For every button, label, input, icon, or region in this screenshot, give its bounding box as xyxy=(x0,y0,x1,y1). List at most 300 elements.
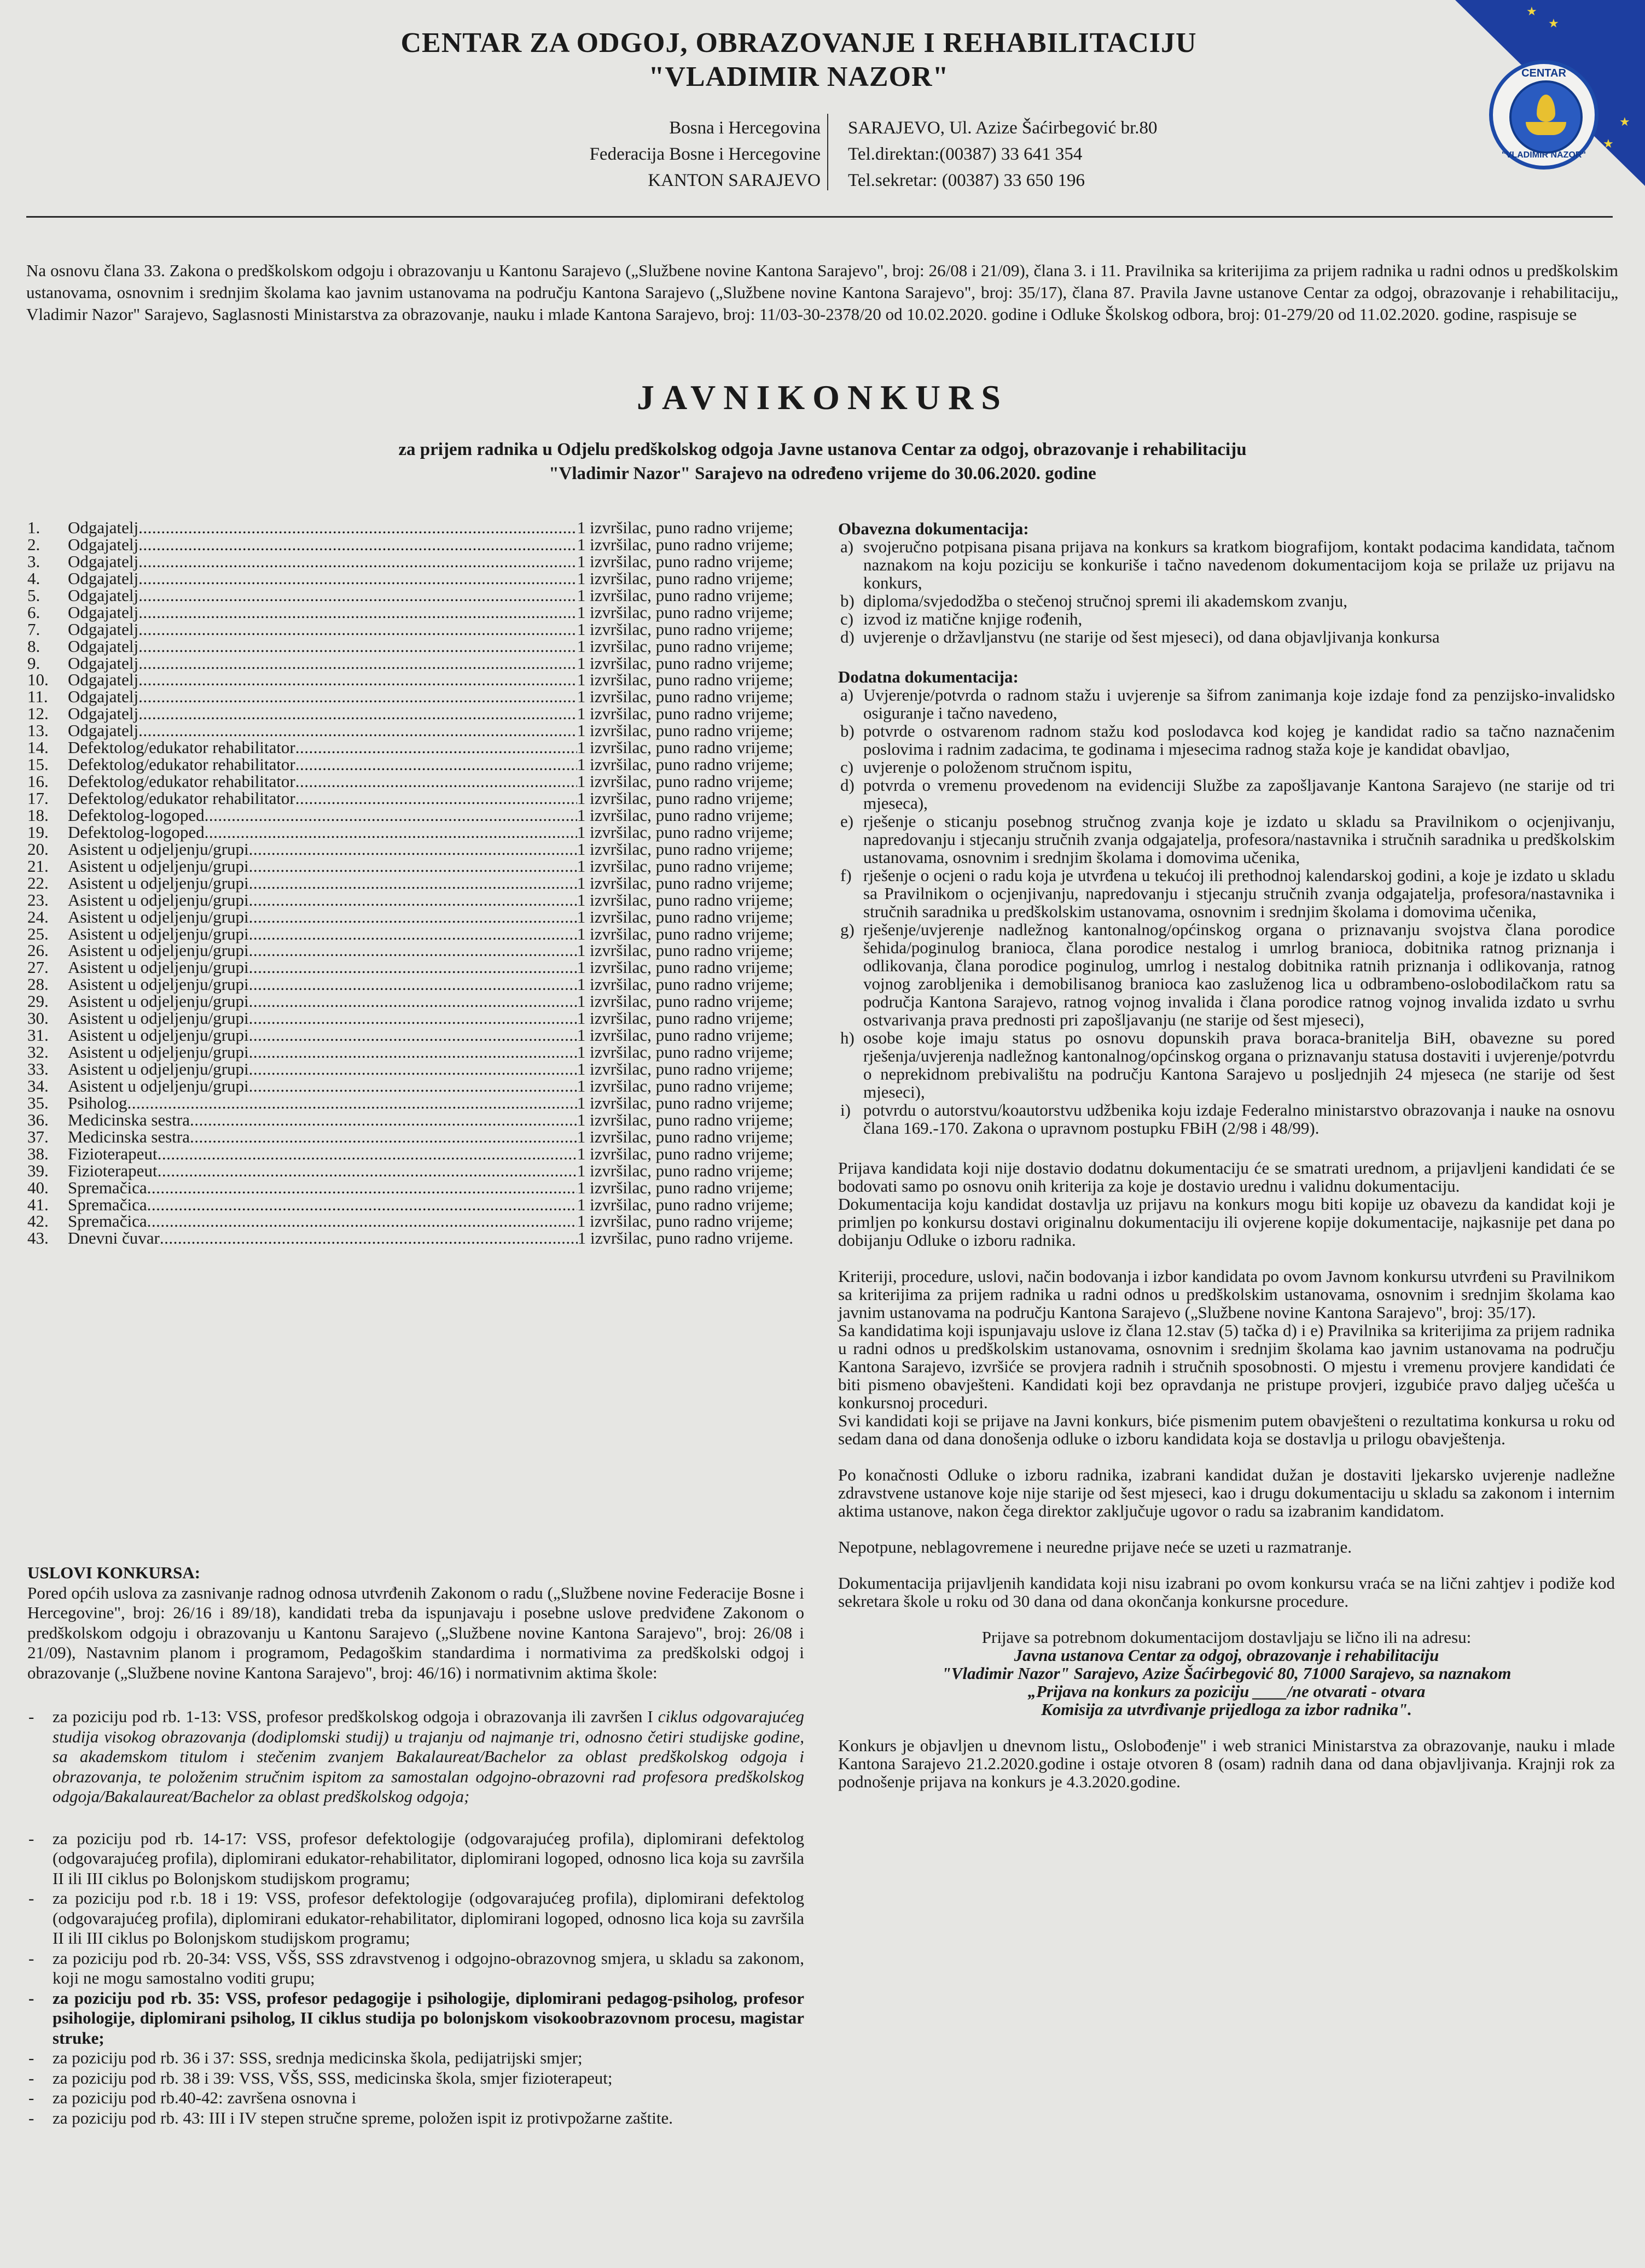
position-row xyxy=(27,807,793,824)
item-text: potvrdu o autorstvu/koautorstvu udžbenika koju izdaje Federalno ministarstvo obrazovanja i nauke na osnovu člana 169.-170. Zakona o upravnom postupku FBiH (2/98 i 48/99). xyxy=(863,1100,1615,1138)
position-title: Defektolog/edukator rehabilitator xyxy=(68,772,295,791)
item-letter: i) xyxy=(840,1100,851,1120)
position-terms: 1 izvršilac, puno radno vrijeme; xyxy=(577,839,793,859)
position-number: 42. xyxy=(27,1211,49,1231)
position-number: 43. xyxy=(27,1228,49,1248)
item-text: diploma/svjedodžba o stečenoj stručnoj spremi ili akademskom zvanju, xyxy=(863,591,1348,610)
dot-leader xyxy=(158,1163,577,1180)
position-number: 11. xyxy=(27,687,48,707)
position-number: 16. xyxy=(27,772,49,791)
position-number: 33. xyxy=(27,1059,49,1078)
position-row xyxy=(27,1163,793,1180)
star-icon: ★ xyxy=(1548,16,1559,30)
position-number: 8. xyxy=(27,636,40,656)
item-text: osobe koje imaju status po osnovu dopunskih prava boraca-branitelja BiH, obavezne su pored rješenja/uvjerenja nadležnog kantonalnog/općinskog organa o priznavanju statusa dostaviti i uvjerenje/potvrdu o neprekidnom prebivalištu na području Kantona Sarajevo u posljednjih 24 mjeseca (ne starije od šest mjeseci), xyxy=(863,1028,1615,1101)
address-line-3: „Prijava na konkurs za poziciju ____/ne otvarati - otvara xyxy=(1027,1682,1426,1701)
position-row xyxy=(27,993,793,1010)
dot-leader xyxy=(160,1230,578,1247)
position-terms: 1 izvršilac, puno radno vrijeme; xyxy=(577,534,793,554)
phone-secretary-line: Tel.sekretar: (00387) 33 650 196 xyxy=(848,171,1085,190)
document-item xyxy=(838,1101,1615,1137)
position-row xyxy=(27,604,793,621)
item-text: rješenje/uvjerenje nadležnog kantonalnog/općinskog organa o priznavanju svojstva člana porodice šehida/poginulog branioca, člana porodice nestalog i umrlog branioca, dobitnika ratnog priznanja i odlikovanja, člana porodice poginulog, umrlog i nestalog dobitnika ratnih priznanja i odlikovanja, ratnog vojnog zarobljenika i demobilisanog branioca kao zasluženog lica u odbrambeno-oslobodilačkom ratu sa područja Kantona Sarajevo, ratnog vojnog invalida i člana porodice ratnog vojnog invalida izdato u svrhu ostvarivanja prava prednosti pri zapošljavanju (ne starije od šest mjeseci), xyxy=(863,920,1615,1029)
institution-title-line1: CENTAR ZA ODGOJ, OBRAZOVANJE I REHABILITACIJU xyxy=(400,27,1197,59)
announcement-subtitle-line1: za prijem radnika u Odjelu predškolskog odgoja Javne ustanova Centar za odgoj, obrazovanje i rehabilitaciju xyxy=(398,440,1247,459)
star-icon: ★ xyxy=(1619,115,1630,129)
position-terms: 1 izvršilac, puno radno vrijeme; xyxy=(577,907,793,926)
position-number: 2. xyxy=(27,534,40,554)
position-row xyxy=(27,824,793,841)
position-row xyxy=(27,1095,793,1112)
position-title: Asistent u odjeljenju/grupi xyxy=(68,1025,249,1045)
position-number: 20. xyxy=(27,839,49,859)
position-title: Defektolog/edukator rehabilitator xyxy=(68,738,295,757)
logo-emblem-icon xyxy=(1509,80,1583,154)
position-row xyxy=(27,959,793,976)
dot-leader xyxy=(147,1213,577,1230)
announcement-subtitle xyxy=(0,438,1645,486)
address-line-4: Komisija za utvrđivanje prijedloga za izbor radnika". xyxy=(1041,1700,1412,1719)
condition-text: za poziciju pod r.b. 18 i 19: VSS, profesor defektologije (odgovarajućeg profila), diplomirani defektolog (odgovarajućeg profila), diplomirani edukator-rehabilitator, diplomirani logoped, odnosno lica koja su završila II ili III ciklus po Bolonjskom studijskom programu; xyxy=(53,1888,804,1948)
position-number: 18. xyxy=(27,805,49,825)
institution-title xyxy=(284,26,1313,94)
condition-text-italic: ciklus odgovarajućeg studija visokog obrazovanja (dodiplomski studij) u trajanju od najmanje tri, odnosno četiri studijske godine, sa akademskom titulom i stečenim zvanjem Bakalaureat/Bachelor za oblast predškolskog odgoja i obrazovanja, te položenim stručnim ispitom za samostalan odgojno-obrazovni rad profesora predškolskog odgoja/Bakalaureat/Bachelor za oblast predškolskog odgoja; xyxy=(53,1707,804,1806)
position-number: 25. xyxy=(27,924,49,943)
position-terms: 1 izvršilac, puno radno vrijeme; xyxy=(577,1144,793,1163)
position-row xyxy=(27,520,793,537)
position-row xyxy=(27,926,793,943)
position-terms: 1 izvršilac, puno radno vrijeme; xyxy=(577,1127,793,1146)
position-number: 9. xyxy=(27,653,40,673)
dot-leader xyxy=(249,993,577,1010)
dot-leader xyxy=(249,909,577,926)
dot-leader xyxy=(147,1197,577,1214)
item-text: potvrda o vremenu provedenom na evidenciji Službe za zapošljavanje Kantona Sarajevo (ne starije od tri mjeseca), xyxy=(863,776,1615,813)
position-number: 12. xyxy=(27,704,49,724)
position-terms: 1 izvršilac, puno radno vrijeme; xyxy=(577,1211,793,1231)
position-number: 17. xyxy=(27,789,49,808)
position-terms: 1 izvršilac, puno radno vrijeme; xyxy=(577,1025,793,1045)
condition-text: za poziciju pod rb. 43: III i IV stepen stručne spreme, položen ispit iz protivpožarne zaštite. xyxy=(53,2108,673,2127)
position-row xyxy=(27,756,793,773)
document-item xyxy=(838,1029,1615,1101)
position-number: 4. xyxy=(27,568,40,588)
letterhead-divider xyxy=(827,114,828,190)
header-rule xyxy=(26,216,1613,218)
position-terms: 1 izvršilac, puno radno vrijeme; xyxy=(577,1008,793,1028)
position-title: Odgajatelj xyxy=(68,518,139,537)
position-number: 39. xyxy=(27,1161,49,1180)
position-terms: 1 izvršilac, puno radno vrijeme; xyxy=(577,1093,793,1112)
position-number: 10. xyxy=(27,670,49,690)
dot-leader xyxy=(138,706,577,722)
dot-leader xyxy=(249,1061,577,1078)
position-terms: 1 izvršilac, puno radno vrijeme; xyxy=(577,992,793,1011)
dot-leader xyxy=(249,841,577,858)
position-row xyxy=(27,638,793,655)
position-title: Asistent u odjeljenju/grupi xyxy=(68,890,249,909)
position-terms: 1 izvršilac, puno radno vrijeme; xyxy=(577,890,793,909)
position-number: 7. xyxy=(27,619,40,639)
additional-docs-heading: Dodatna dokumentacija: xyxy=(838,667,1019,686)
institution-logo xyxy=(1489,60,1599,170)
condition-item: - za poziciju pod rb. 14-17: VSS, profesor defektologije (odgovarajućeg profila), diplomirani defektolog (odgovarajućeg profila), diplomirani edukator-rehabilitator, diplomirani logoped, odnosno lica koja su završila II ili III ciklus po Bolonjskom studijskom programu; xyxy=(28,1828,804,1888)
position-row xyxy=(27,587,793,604)
dot-leader xyxy=(249,892,577,909)
position-row xyxy=(27,739,793,756)
item-text: svojeručno potpisana pisana prijava na konkurs sa kratkom biografijom, kontakt podacima kandidata, tačnom naznakom na koju poziciju se konkuriše i tačno navedenom dokumentacijom koja se prilaže uz prijavu na konkurs, xyxy=(863,537,1615,592)
position-row xyxy=(27,858,793,875)
position-row xyxy=(27,1213,793,1230)
position-row xyxy=(27,553,793,570)
position-number: 3. xyxy=(27,551,40,571)
dot-leader xyxy=(138,553,577,570)
item-letter: d) xyxy=(840,627,855,646)
position-title: Odgajatelj xyxy=(68,687,139,707)
position-title: Psiholog xyxy=(68,1093,127,1112)
dot-leader xyxy=(295,773,577,790)
position-number: 32. xyxy=(27,1042,49,1062)
paragraph-incomplete-docs: Prijava kandidata koji nije dostavio dodatnu dokumentaciju će se smatrati urednom, a prijavljeni kandidati će se bodovati samo po osnovu onih kriterija za koje je dostavio urednu i validnu dokumentaciju. xyxy=(838,1158,1615,1196)
position-title: Asistent u odjeljenju/grupi xyxy=(68,941,249,960)
position-number: 34. xyxy=(27,1076,49,1095)
position-row xyxy=(27,892,793,909)
dot-leader xyxy=(138,520,577,537)
country-line: Bosna i Hercegovina xyxy=(669,118,821,138)
position-number: 31. xyxy=(27,1025,49,1045)
documentation-column xyxy=(838,520,1615,1791)
position-number: 5. xyxy=(27,585,40,605)
position-title: Defektolog-logoped xyxy=(68,822,205,842)
paragraph-submission: Prijave sa potrebnom dokumentacijom dostavljaju se lično ili na adresu: xyxy=(981,1628,1472,1647)
position-title: Asistent u odjeljenju/grupi xyxy=(68,1076,249,1095)
item-text: rješenje o ocjeni o radu koja je utvrđena u tekućoj ili prethodnoj kalendarskoj godini, a koje je izdato u skladu sa Pravilnikom o ocjenjivanju, napredovanju i stjecanju stručnih zvanja odgajatelja, profesora/nastavnika i stručnih saradnika u predškolskim ustanovama, osnovnim i srednjim školama i domovima učenika, xyxy=(863,866,1615,921)
position-row xyxy=(27,722,793,739)
position-terms: 1 izvršilac, puno radno vrijeme; xyxy=(577,958,793,977)
bowl-icon xyxy=(1526,122,1566,135)
position-title: Asistent u odjeljenju/grupi xyxy=(68,958,249,977)
position-terms: 1 izvršilac, puno radno vrijeme; xyxy=(577,721,793,741)
item-letter: f) xyxy=(840,866,852,885)
conditions-section xyxy=(27,1563,804,2128)
letterhead-left xyxy=(438,115,821,194)
dot-leader xyxy=(138,604,577,621)
position-row xyxy=(27,1112,793,1129)
position-title: Asistent u odjeljenju/grupi xyxy=(68,856,249,876)
address-line: SARAJEVO, Ul. Azize Šaćirbegović br.80 xyxy=(848,118,1158,138)
position-terms: 1 izvršilac, puno radno vrijeme; xyxy=(577,856,793,876)
position-number: 27. xyxy=(27,958,49,977)
dot-leader xyxy=(249,1078,577,1095)
position-terms: 1 izvršilac, puno radno vrijeme; xyxy=(577,518,793,537)
position-number: 26. xyxy=(27,941,49,960)
mandatory-docs-list xyxy=(838,538,1615,646)
position-row xyxy=(27,790,793,807)
dot-leader xyxy=(190,1129,577,1146)
item-text: Uvjerenje/potvrda o radnom stažu i uvjerenje sa šifrom zanimanja koje izdaje fond za penzijsko-invalidsko osiguranje i tačno navedeno, xyxy=(863,685,1615,722)
position-row xyxy=(27,909,793,926)
item-letter: e) xyxy=(840,812,854,831)
condition-text: za poziciju pod rb.40-42: završena osnovna i xyxy=(53,2088,357,2107)
position-terms: 1 izvršilac, puno radno vrijeme; xyxy=(577,975,793,994)
condition-text: za poziciju pod rb. 14-17: VSS, profesor defektologije (odgovarajućeg profila), diplomirani defektolog (odgovarajućeg profila), diplomirani edukator-rehabilitator, diplomirani logoped, odnosno lica koja su završila II ili III ciklus po Bolonjskom studijskom programu; xyxy=(53,1828,804,1888)
position-title: Asistent u odjeljenju/grupi xyxy=(68,873,249,893)
position-number: 1. xyxy=(27,518,40,537)
dot-leader xyxy=(249,1010,577,1027)
position-row xyxy=(27,1027,793,1044)
condition-item: - za poziciju pod rb. 1-13: VSS, profesor predškolskog odgoja i obrazovanja ili završen I ciklus odgovarajućeg studija visokog obrazovanja (dodiplomski studij) u trajanju od najmanje tri, odnosno četiri studijske godine, sa akademskom titulom i stečenim zvanjem Bakalaureat/Bachelor za oblast predškolskog odgoja i obrazovanja, te položenim stručnim ispitom za samostalan odgojno-obrazovni rad profesora predškolskog odgoja/Bakalaureat/Bachelor za oblast predškolskog odgoja; xyxy=(28,1707,804,1806)
position-terms: 1 izvršilac, puno radno vrijeme; xyxy=(577,551,793,571)
position-number: 37. xyxy=(27,1127,49,1146)
letterhead-right xyxy=(848,115,1340,194)
position-number: 40. xyxy=(27,1177,49,1197)
position-title: Asistent u odjeljenju/grupi xyxy=(68,1059,249,1078)
document-item xyxy=(838,592,1615,610)
position-terms: 1 izvršilac, puno radno vrijeme; xyxy=(577,568,793,588)
position-row xyxy=(27,1129,793,1146)
document-item xyxy=(838,610,1615,628)
institution-title-line2: "VLADIMIR NAZOR" xyxy=(648,61,949,92)
flame-icon xyxy=(1537,95,1555,122)
position-terms: 1 izvršilac, puno radno vrijeme; xyxy=(577,653,793,673)
position-row xyxy=(27,1061,793,1078)
document-item xyxy=(838,758,1615,776)
position-title: Spremačica xyxy=(68,1211,147,1231)
position-title: Odgajatelj xyxy=(68,585,139,605)
paragraph-criteria: Kriteriji, procedure, uslovi, način bodovanja i izbor kandidata po ovom Javnom konkursu utvrđeni su Pravilnikom sa kriterijima za prijem radnika u radni odnos u predškolskim ustanovama, osnovnim i srednjim školama kao javnim ustanovama na području Kantona Sarajevo („Službene novine Kantona Sarajevo", broj: 35/17). xyxy=(838,1267,1615,1322)
position-number: 29. xyxy=(27,992,49,1011)
position-title: Odgajatelj xyxy=(68,636,139,656)
paragraph-publication: Konkurs je objavljen u dnevnom listu„ Oslobođenje" i web stranici Ministarstva za obrazovanje, nauku i mlade Kantona Sarajevo 21.2.2020.godine i ostaje otvoren 8 (osam) radnih dana od dana objavljivanja. Krajnji rok za podnošenje prijava na konkurs je 4.3.2020.godine. xyxy=(838,1736,1615,1791)
position-title: Asistent u odjeljenju/grupi xyxy=(68,975,249,994)
position-number: 14. xyxy=(27,738,49,757)
dot-leader xyxy=(249,1044,577,1061)
position-number: 38. xyxy=(27,1144,49,1163)
condition-text: za poziciju pod rb. 38 i 39: VSS, VŠS, SSS, medicinska škola, smjer fizioterapeut; xyxy=(53,2068,613,2088)
dot-leader xyxy=(295,756,577,773)
position-number: 24. xyxy=(27,907,49,926)
position-terms: 1 izvršilac, puno radno vrijeme; xyxy=(577,585,793,605)
paragraph-incomplete-applications: Nepotpune, neblagovremene i neuredne prijave neće se uzeti u razmatranje. xyxy=(838,1537,1352,1556)
additional-docs-list xyxy=(838,686,1615,1137)
position-title: Asistent u odjeljenju/grupi xyxy=(68,907,249,926)
position-terms: 1 izvršilac, puno radno vrijeme; xyxy=(577,805,793,825)
position-row xyxy=(27,841,793,858)
position-terms: 1 izvršilac, puno radno vrijeme; xyxy=(577,789,793,808)
position-number: 21. xyxy=(27,856,49,876)
position-terms: 1 izvršilac, puno radno vrijeme; xyxy=(577,924,793,943)
paragraph-return-docs: Dokumentacija prijavljenih kandidata koji nisu izabrani po ovom konkursu vraća se na lični zahtjev i podiže kod sekretara škole u roku od 30 dana od dana okončanja konkursne procedure. xyxy=(838,1573,1615,1611)
position-title: Odgajatelj xyxy=(68,670,139,690)
position-number: 30. xyxy=(27,1008,49,1028)
star-icon: ★ xyxy=(1526,4,1537,18)
dot-leader xyxy=(249,875,577,892)
position-title: Spremačica xyxy=(68,1194,147,1214)
dot-leader xyxy=(249,942,577,959)
dot-leader xyxy=(249,1027,577,1044)
document-item xyxy=(838,538,1615,592)
position-terms: 1 izvršilac, puno radno vrijeme. xyxy=(577,1228,793,1248)
item-letter: d) xyxy=(840,776,855,795)
dot-leader xyxy=(249,976,577,993)
condition-item: - za poziciju pod r.b. 18 i 19: VSS, profesor defektologije (odgovarajućeg profila), diplomirani defektolog (odgovarajućeg profila), diplomirani edukator-rehabilitator, diplomirani logoped, odnosno lica koja su završila II ili III ciklus po Bolonjskom studijskom programu; xyxy=(28,1888,804,1948)
positions-list xyxy=(27,520,793,1247)
item-text: potvrde o ostvarenom radnom stažu kod poslodavca kod kojeg je kandidat radio sa tačno naznačenim poslovima i radnim zadacima, te godinama i mjesecima radnog staža koje je kandidat obavljao, xyxy=(863,721,1615,759)
position-terms: 1 izvršilac, puno radno vrijeme; xyxy=(577,704,793,724)
dot-leader xyxy=(190,1112,577,1129)
position-terms: 1 izvršilac, puno radno vrijeme; xyxy=(577,1194,793,1214)
position-row xyxy=(27,672,793,689)
canton-line: KANTON SARAJEVO xyxy=(648,171,821,190)
dot-leader xyxy=(138,537,577,553)
dot-leader xyxy=(295,739,577,756)
position-title: Odgajatelj xyxy=(68,551,139,571)
paragraph-notification: Svi kandidati koji se prijave na Javni konkurs, biće pismenim putem obavješteni o rezultatima konkursa u roku od sedam dana od dana donošenja odluke o izboru kandidata koja se dostavlja u prilogu obavještenja. xyxy=(838,1411,1615,1448)
paragraph-medical: Po konačnosti Odluke o izboru radnika, izabrani kandidat dužan je dostaviti ljekarsko uvjerenje nadležne zdravstvene ustanove koje nije starije od šest mjeseci, kao i drugu dokumentaciju u skladu sa zakonom i internim aktima ustanove, nakon čega direktor zaključuje ugovor o radu sa izabranim kandidatom. xyxy=(838,1465,1615,1520)
position-number: 36. xyxy=(27,1110,49,1129)
dot-leader xyxy=(205,824,577,841)
letterhead xyxy=(0,0,1645,219)
dot-leader xyxy=(249,926,577,943)
position-terms: 1 izvršilac, puno radno vrijeme; xyxy=(577,738,793,757)
item-text: rješenje o sticanju posebnog stručnog zvanja koje je izdato u skladu sa Pravilnikom o ocjenjivanju, napredovanju i stjecanju stručnih zvanja odgajatelja, profesora/nastavnika i stručnih saradnika u predškolskim ustanovama, osnovnim i srednjim školama i domovima učenika, xyxy=(863,812,1615,867)
position-row xyxy=(27,1044,793,1061)
position-row xyxy=(27,1146,793,1163)
dot-leader xyxy=(147,1180,577,1197)
position-number: 28. xyxy=(27,975,49,994)
dot-leader xyxy=(249,858,577,875)
condition-item: - za poziciju pod rb. 36 i 37: SSS, srednja medicinska škola, pedijatrijski smjer; xyxy=(28,2048,583,2067)
item-letter: h) xyxy=(840,1028,855,1047)
position-number: 35. xyxy=(27,1093,49,1112)
position-row xyxy=(27,570,793,587)
position-title: Odgajatelj xyxy=(68,653,139,673)
address-line-1: Javna ustanova Centar za odgoj, obrazovanje i rehabilitaciju xyxy=(1014,1646,1439,1665)
position-terms: 1 izvršilac, puno radno vrijeme; xyxy=(577,755,793,774)
item-letter: b) xyxy=(840,591,855,610)
position-title: Odgajatelj xyxy=(68,704,139,724)
document-item xyxy=(838,866,1615,920)
position-terms: 1 izvršilac, puno radno vrijeme; xyxy=(577,1042,793,1062)
position-title: Dnevni čuvar xyxy=(68,1228,160,1248)
document-item xyxy=(838,722,1615,758)
dot-leader xyxy=(158,1146,577,1163)
position-row xyxy=(27,621,793,638)
phone-direct-line: Tel.direktan:(00387) 33 641 354 xyxy=(848,144,1083,164)
condition-text: za poziciju pod rb. 20-34: VSS, VŠS, SSS zdravstvenog i odgojno-obrazovnog smjera, u skladu sa zakonom, koji ne mogu samostalno voditi grupu; xyxy=(53,1948,804,1987)
position-title: Asistent u odjeljenju/grupi xyxy=(68,839,249,859)
logo-text-top: CENTAR xyxy=(1521,67,1566,79)
position-row xyxy=(27,942,793,959)
position-number: 19. xyxy=(27,822,49,842)
position-terms: 1 izvršilac, puno radno vrijeme; xyxy=(577,687,793,707)
position-row xyxy=(27,655,793,672)
document-item xyxy=(838,628,1615,646)
dot-leader xyxy=(138,722,577,739)
document-item xyxy=(838,920,1615,1029)
dot-leader xyxy=(205,807,577,824)
paragraph-copies: Dokumentacija koju kandidat dostavlja uz prijavu na konkurs mogu biti kopije uz obavezu da kandidat koji je primljen po konkursu dostavi originalnu dokumentaciju ili ovjerene kopije dokumentacije, najkasnije pet dana po dobijanju Odluke o izboru radnika. xyxy=(838,1194,1615,1250)
document-item xyxy=(838,812,1615,866)
document-item xyxy=(838,686,1615,722)
dot-leader xyxy=(249,959,577,976)
position-row xyxy=(27,1230,793,1247)
item-text: uvjerenje o položenom stručnom ispitu, xyxy=(863,757,1132,777)
position-title: Asistent u odjeljenju/grupi xyxy=(68,1008,249,1028)
position-terms: 1 izvršilac, puno radno vrijeme; xyxy=(577,822,793,842)
position-terms: 1 izvršilac, puno radno vrijeme; xyxy=(577,941,793,960)
position-title: Fizioterapeut xyxy=(68,1144,158,1163)
condition-text: za poziciju pod rb. 36 i 37: SSS, srednja medicinska škola, pedijatrijski smjer; xyxy=(53,2048,583,2067)
logo-text-bottom: "VLADIMIR NAZOR" xyxy=(1502,150,1586,160)
position-terms: 1 izvršilac, puno radno vrijeme; xyxy=(577,1161,793,1180)
item-text: izvod iz matične knjige rođenih, xyxy=(863,609,1083,628)
condition-text: za poziciju pod rb. 35: VSS, profesor pedagogije i psihologije, diplomirani pedagog-psiholog, profesor psihologije, diplomirani psiholog, II ciklus studija po bolonjskom visokoobrazovnom procesu, magistar struke; xyxy=(53,1988,804,2048)
position-title: Odgajatelj xyxy=(68,534,139,554)
position-number: 41. xyxy=(27,1194,49,1214)
position-row xyxy=(27,1078,793,1095)
condition-item: - za poziciju pod rb.40-42: završena osnovna i xyxy=(28,2088,357,2107)
submission-address xyxy=(838,1646,1615,1718)
conditions-heading: USLOVI KONKURSA: xyxy=(27,1563,201,1582)
condition-text: za poziciju pod rb. 1-13: VSS, profesor predškolskog odgoja i obrazovanja ili završen I xyxy=(53,1707,658,1726)
item-letter: c) xyxy=(840,757,854,777)
position-title: Spremačica xyxy=(68,1177,147,1197)
position-row xyxy=(27,773,793,790)
position-title: Fizioterapeut xyxy=(68,1161,158,1180)
dot-leader xyxy=(138,689,577,706)
dot-leader xyxy=(138,672,577,689)
position-terms: 1 izvršilac, puno radno vrijeme; xyxy=(577,602,793,622)
position-row xyxy=(27,706,793,722)
position-terms: 1 izvršilac, puno radno vrijeme; xyxy=(577,670,793,690)
position-terms: 1 izvršilac, puno radno vrijeme; xyxy=(577,873,793,893)
position-title: Defektolog/edukator rehabilitator xyxy=(68,789,295,808)
announcement-title: JAVNIKONKURS xyxy=(637,378,1008,417)
position-row xyxy=(27,1194,793,1214)
item-letter: a) xyxy=(840,537,854,556)
position-row xyxy=(27,689,793,706)
position-row xyxy=(27,534,793,554)
condition-item: - za poziciju pod rb. 43: III i IV stepen stručne spreme, položen ispit iz protivpožarne zaštite. xyxy=(28,2108,673,2127)
position-terms: 1 izvršilac, puno radno vrijeme; xyxy=(577,1076,793,1095)
item-letter: a) xyxy=(840,685,854,704)
dot-leader xyxy=(138,638,577,655)
condition-item: - za poziciju pod rb. 38 i 39: VSS, VŠS, SSS, medicinska škola, smjer fizioterapeut; xyxy=(28,2068,613,2088)
dot-leader xyxy=(138,587,577,604)
position-row xyxy=(27,976,793,993)
position-terms: 1 izvršilac, puno radno vrijeme; xyxy=(577,1059,793,1078)
position-number: 23. xyxy=(27,890,49,909)
position-title: Asistent u odjeljenju/grupi xyxy=(68,1042,249,1062)
position-terms: 1 izvršilac, puno radno vrijeme; xyxy=(577,619,793,639)
condition-item: - za poziciju pod rb. 35: VSS, profesor pedagogije i psihologije, diplomirani pedagog-psiholog, profesor psihologije, diplomirani psiholog, II ciklus studija po bolonjskom visokoobrazovnom procesu, magistar struke; xyxy=(28,1988,804,2048)
position-number: 22. xyxy=(27,873,49,893)
position-number: 13. xyxy=(27,721,49,741)
mandatory-docs-heading: Obavezna dokumentacija: xyxy=(838,519,1029,538)
position-title: Defektolog-logoped xyxy=(68,805,205,825)
dot-leader xyxy=(138,621,577,638)
dot-leader xyxy=(127,1095,577,1112)
position-terms: 1 izvršilac, puno radno vrijeme; xyxy=(577,636,793,656)
conditions-intro: Pored općih uslova za zasnivanje radnog odnosa utvrđenih Zakonom o radu („Službene novine Federacije Bosne i Hercegovine", broj: 26/16 i 89/18), kandidati treba da ispunjavaju i posebne uslove predviđene Zakonom o predškolskom odgoju i obrazovanju u Kantonu Sarajevo („Službene novine Kantona Sarajevo", broj: 26/08 i 21/09), Nastavnim planom i programom, Pedagoškim standardima i normativima za predškolski odgoj i obrazovanje („Službene novine Kantona Sarajevo", broj: 46/16) i normativnim aktima škole: xyxy=(27,1583,804,1682)
position-title: Asistent u odjeljenju/grupi xyxy=(68,992,249,1011)
position-title: Asistent u odjeljenju/grupi xyxy=(68,924,249,943)
position-title: Defektolog/edukator rehabilitator xyxy=(68,755,295,774)
position-terms: 1 izvršilac, puno radno vrijeme; xyxy=(577,1110,793,1129)
federation-line: Federacija Bosne i Hercegovine xyxy=(589,144,821,164)
condition-item: - za poziciju pod rb. 20-34: VSS, VŠS, SSS zdravstvenog i odgojno-obrazovnog smjera, u skladu sa zakonom, koji ne mogu samostalno voditi grupu; xyxy=(28,1948,804,1987)
